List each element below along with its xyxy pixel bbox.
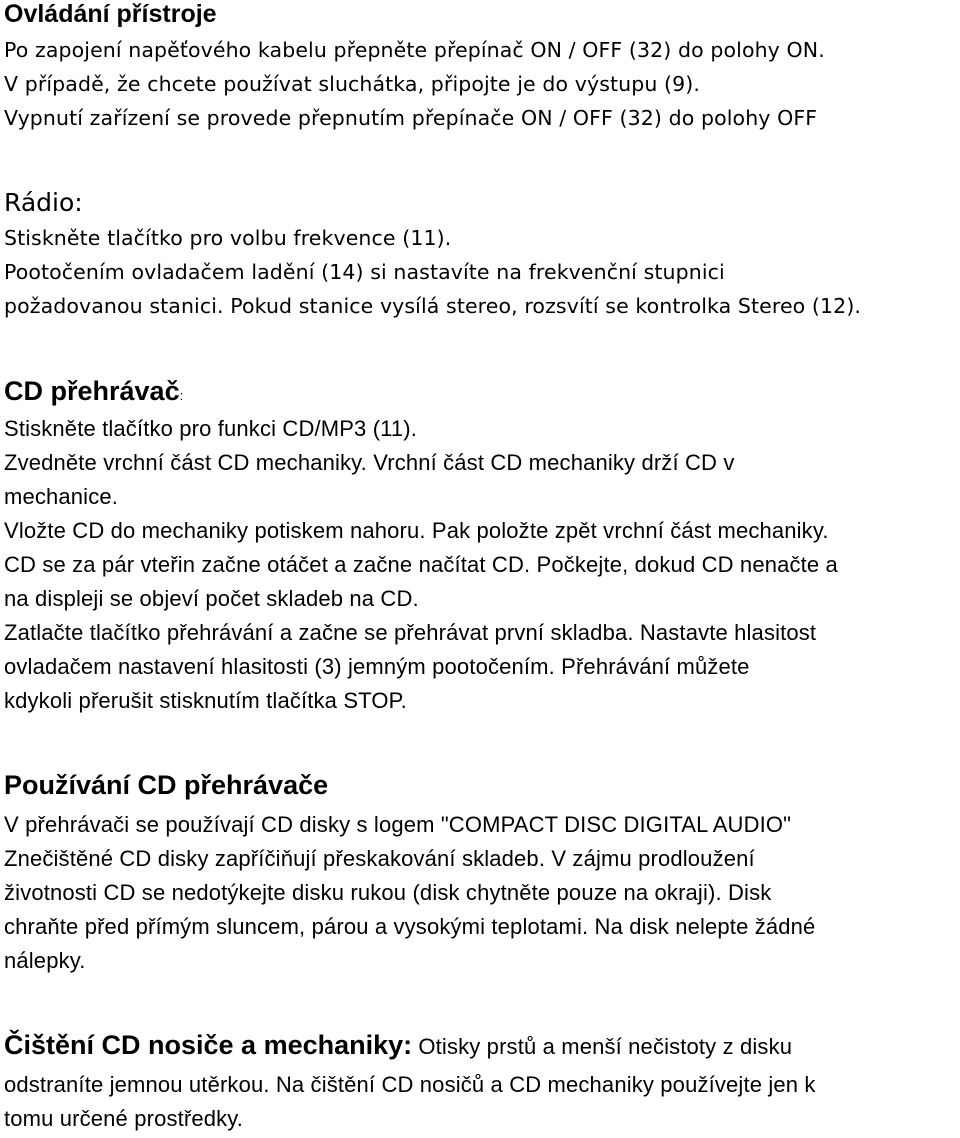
paragraph-line: nálepky. [4,948,86,973]
paragraph-line: Po zapojení napěťového kabelu přepněte přepínač ON / OFF (32) do polohy ON. [4,38,825,62]
section-title-cisteni: Čištění CD nosiče a mechaniky: [4,1030,413,1060]
cd-player-title-text: CD přehrávač [4,376,180,406]
paragraph-line: Zatlačte tlačítko přehrávání a začne se přehrávat první skladba. Nastavte hlasitost [4,620,817,645]
paragraph-line: Stiskněte tlačítko pro volbu frekvence (11). [4,226,452,250]
paragraph-line: chraňte před přímým sluncem, párou a vysokými teplotami. Na disk nelepte žádné [4,914,816,939]
paragraph-line: životnosti CD se nedotýkejte disku rukou (disk chytněte pouze na okraji). Disk [4,880,772,905]
paragraph-line: požadovanou stanici. Pokud stanice vysílá stereo, rozsvítí se kontrolka Stereo (12). [4,294,862,318]
section-title-ovladani: Ovládání přístroje [4,0,217,28]
section-title-cd-player [4,376,183,407]
paragraph-line: kdykoli přerušit stisknutím tlačítka STOP. [4,688,407,713]
paragraph-line: V případě, že chcete používat sluchátka, připojte je do výstupu (9). [4,72,701,96]
cisteni-inline-text: Otisky prstů a menší nečistoty z disku [412,1034,793,1059]
paragraph-line: mechanice. [4,484,119,509]
paragraph-line: Pootočením ovladačem ladění (14) si nastavíte na frekvenční stupnici [4,260,725,284]
section-title-radio: Rádio: [4,188,83,217]
cisteni-first-line [4,1030,792,1061]
paragraph-line: Zvedněte vrchní část CD mechaniky. Vrchní část CD mechaniky drží CD v [4,450,735,475]
paragraph-line: V přehrávači se používají CD disky s logem "COMPACT DISC DIGITAL AUDIO" [4,812,792,837]
paragraph-line: tomu určené prostředky. [4,1106,244,1131]
paragraph-line: CD se za pár vteřin začne otáčet a začne načítat CD. Počkejte, dokud CD nenačte a [4,552,838,577]
paragraph-line: odstraníte jemnou utěrkou. Na čištění CD nosičů a CD mechaniky používejte jen k [4,1072,816,1097]
section-title-pouzivani: Používání CD přehrávače [4,770,329,800]
paragraph-line: Vypnutí zařízení se provede přepnutím přepínače ON / OFF (32) do polohy OFF [4,106,818,130]
paragraph-line: Vložte CD do mechaniky potiskem nahoru. Pak položte zpět vrchní část mechaniky. [4,518,829,543]
paragraph-line: ovladačem nastavení hlasitosti (3) jemným pootočením. Přehrávání můžete [4,654,750,679]
paragraph-line: Znečištěné CD disky zapříčiňují přeskakování skladeb. V zájmu prodloužení [4,846,755,871]
cd-player-title-colon: : [179,388,184,403]
paragraph-line: na displeji se objeví počet skladeb na CD. [4,586,419,611]
paragraph-line: Stiskněte tlačítko pro funkci CD/MP3 (11). [4,416,418,441]
